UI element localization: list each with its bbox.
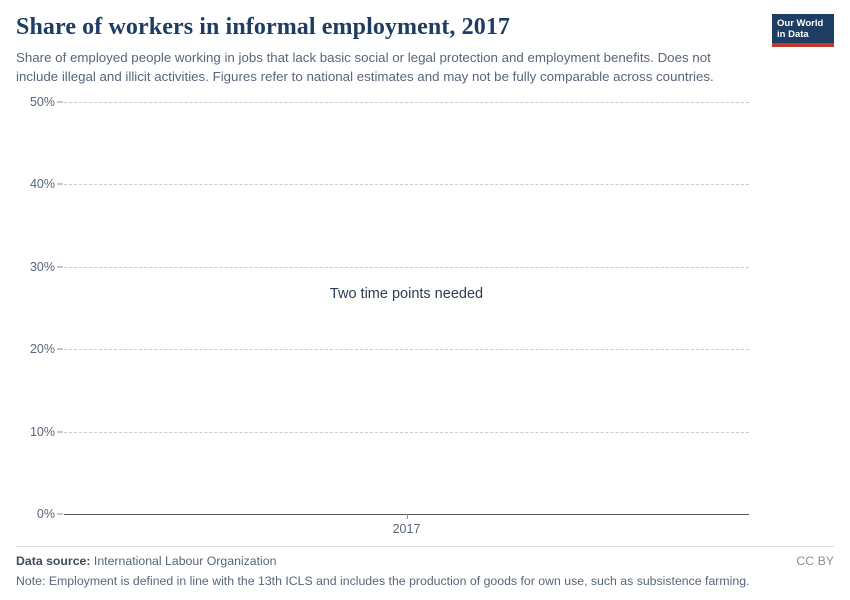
ytick-dash-0: [57, 514, 63, 515]
ytick-dash-30: [57, 266, 63, 267]
ytick-dash-40: [57, 184, 63, 185]
gridline-20: [64, 349, 749, 350]
chart-footer: [16, 546, 834, 590]
ytick-label-10: 10%: [29, 424, 55, 439]
our-world-in-data-logo[interactable]: [772, 14, 834, 47]
page-title: Share of workers in informal employment, 2017: [16, 14, 511, 40]
xtick-mark-2017: [407, 514, 408, 519]
ytick-label-0: 0%: [36, 507, 55, 521]
ytick-label-50: 50%: [29, 95, 55, 109]
source-value[interactable]: International Labour Organization: [93, 554, 277, 568]
xtick-label-2017: 2017: [392, 522, 421, 536]
ytick-dash-10: [57, 431, 63, 432]
ytick-dash-50: [57, 102, 63, 103]
ytick-label-40: 40%: [29, 177, 55, 192]
ytick-label-20: 20%: [29, 342, 55, 357]
footer-note-row: [16, 573, 834, 590]
license-label[interactable]: CC BY: [796, 554, 834, 568]
gridline-30: [64, 267, 749, 268]
source-label: Data source:: [16, 554, 91, 568]
note-value: Employment is defined in line with the 13th ICLS and includes the production of goods for own use, such as subsistence farming.: [48, 574, 750, 588]
note-label: Note:: [16, 574, 46, 588]
gridline-10: [64, 432, 749, 433]
gridline-40: [64, 184, 749, 185]
chart-annotation-message: Two time points needed: [329, 285, 484, 302]
logo-line-2: in Data: [777, 29, 809, 40]
logo-line-1: Our World: [777, 18, 824, 29]
footer-source-row: [16, 546, 834, 570]
gridline-50: [64, 102, 749, 103]
chart-plot-area: [29, 95, 749, 536]
chart-plot-wrapper: [16, 95, 834, 536]
chart-subtitle: Share of employed people working in jobs that lack basic social or legal protection and employment benefits. Does not include illegal and illicit activities. Figures refer to national estimates and may not be fully comparable across countries.: [16, 50, 714, 84]
ytick-label-30: 30%: [29, 259, 55, 274]
chart-header: [16, 14, 834, 86]
ytick-dash-20: [57, 349, 63, 350]
